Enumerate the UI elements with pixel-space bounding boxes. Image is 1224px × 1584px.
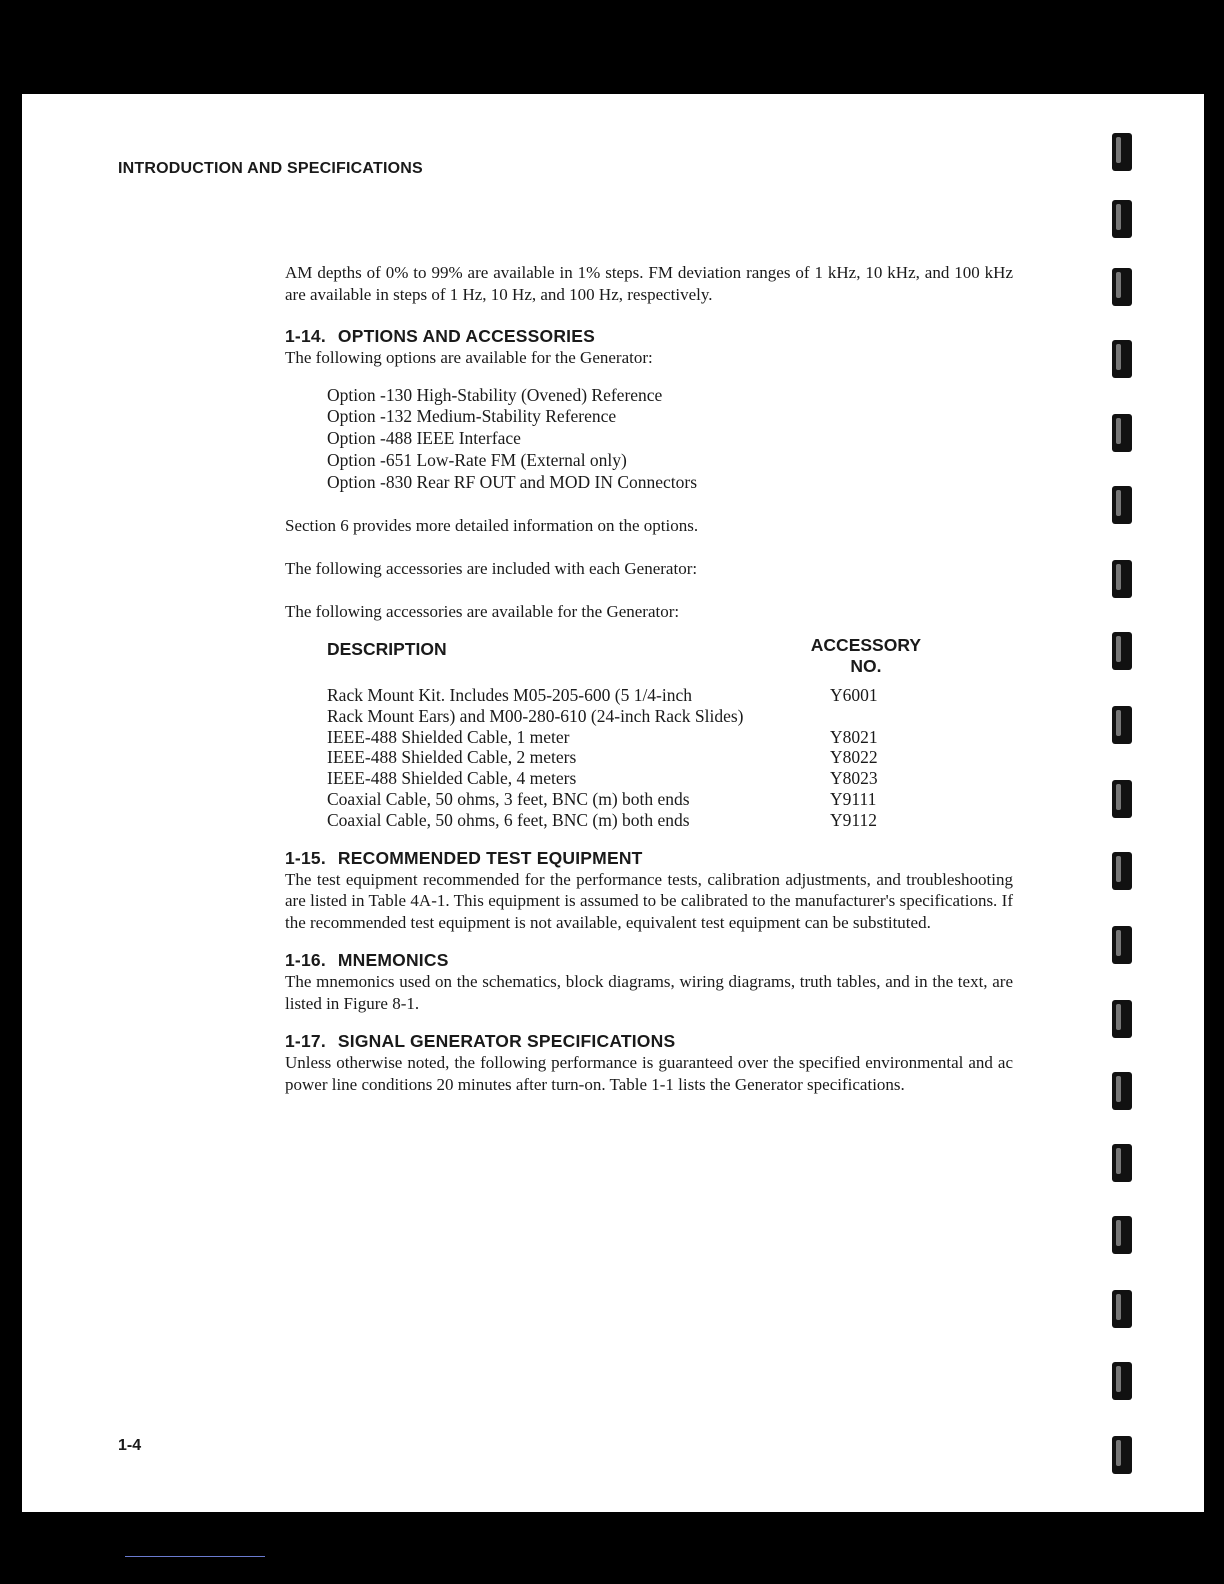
binding-hole [1112, 1072, 1132, 1110]
scan-underline [125, 1556, 265, 1557]
binding-hole [1112, 1144, 1132, 1182]
section-title: OPTIONS AND ACCESSORIES [337, 326, 595, 346]
column-header-line: NO. [850, 655, 882, 676]
options-lead: The following options are available for the Generator: [285, 348, 653, 367]
binding-hole [1112, 414, 1132, 452]
page-body [285, 262, 1013, 1095]
list-item: Option -130 High-Stability (Ovened) Reference [327, 384, 663, 405]
included-accessories-lead: The following accessories are included with each Generator: [285, 558, 698, 578]
accessory-table [327, 635, 921, 831]
section-heading-1-15 [285, 847, 1013, 869]
section-heading-1-17 [285, 1030, 1013, 1052]
table-row [327, 810, 921, 831]
available-accessories-lead: The following accessories are available for the Generator: [285, 602, 680, 622]
binding-hole [1112, 780, 1132, 818]
binding-hole [1112, 706, 1132, 744]
options-note: Section 6 provides more detailed information on the options. [285, 516, 699, 536]
table-row [327, 727, 921, 748]
row-description: Rack Mount Kit. Includes M05-205-600 (5 1/4-inch [327, 684, 693, 705]
row-number: Y9111 [830, 788, 877, 809]
section-body: The test equipment recommended for the performance tests, calibration adjustments, and troubleshooting are listed in Table 4A-1. This equipment is assumed to be calibrated to the manufacturer's specifications. If the recommended test equipment is not available, equivalent test equipment can be substituted. [285, 869, 1013, 932]
running-header: INTRODUCTION AND SPECIFICATIONS [118, 160, 423, 177]
row-description: IEEE-488 Shielded Cable, 4 meters [327, 768, 577, 789]
section-heading-1-14 [285, 325, 1013, 347]
binding-hole [1112, 852, 1132, 890]
binding-hole [1112, 632, 1132, 670]
row-number: Y8022 [830, 747, 878, 768]
list-item: Option -488 IEEE Interface [327, 428, 521, 449]
table-row [327, 706, 921, 727]
section-number: 1-17. [285, 1031, 326, 1052]
table-row [327, 768, 921, 789]
section-number: 1-16. [285, 950, 326, 971]
table-row [327, 685, 921, 706]
binding-hole [1112, 133, 1132, 171]
section-number: 1-15. [285, 847, 326, 868]
binding-hole [1112, 340, 1132, 378]
list-item: Option -830 Rear RF OUT and MOD IN Connectors [327, 471, 698, 492]
row-description: Coaxial Cable, 50 ohms, 3 feet, BNC (m) both ends [327, 788, 690, 809]
binding-hole [1112, 1216, 1132, 1254]
section-title: RECOMMENDED TEST EQUIPMENT [337, 847, 643, 868]
row-number: Y8023 [830, 768, 878, 789]
binding-hole [1112, 1000, 1132, 1038]
section-title: SIGNAL GENERATOR SPECIFICATIONS [337, 1031, 676, 1052]
column-header-description: DESCRIPTION [327, 638, 447, 659]
table-row [327, 747, 921, 768]
section-body: The mnemonics used on the schematics, block diagrams, wiring diagrams, truth tables, and in the text, are listed in Figure 8-1. [285, 972, 1013, 1013]
binding-hole [1112, 1362, 1132, 1400]
row-description: IEEE-488 Shielded Cable, 1 meter [327, 726, 570, 747]
row-description: Coaxial Cable, 50 ohms, 6 feet, BNC (m) both ends [327, 809, 690, 830]
list-item: Option -651 Low-Rate FM (External only) [327, 449, 627, 470]
options-list [327, 385, 1013, 494]
table-row [327, 789, 921, 810]
binding-hole [1112, 560, 1132, 598]
binding-hole [1112, 926, 1132, 964]
section-number: 1-14. [285, 326, 326, 346]
row-number: Y8021 [830, 726, 878, 747]
section-title: MNEMONICS [337, 950, 449, 971]
intro-paragraph: AM depths of 0% to 99% are available in 1% steps. FM deviation ranges of 1 kHz, 10 kHz, and 100 kHz are available in steps of 1 Hz, 10 Hz, and 100 Hz, respectively. [285, 263, 1013, 304]
column-header-accessory [811, 635, 921, 677]
table-header [327, 635, 921, 685]
binding-hole [1112, 268, 1132, 306]
binding-hole [1112, 1290, 1132, 1328]
binding-hole [1112, 200, 1132, 238]
binding-hole [1112, 486, 1132, 524]
list-item: Option -132 Medium-Stability Reference [327, 406, 617, 427]
page-number: 1-4 [118, 1437, 142, 1454]
row-number: Y6001 [830, 684, 878, 705]
section-heading-1-16 [285, 949, 1013, 971]
row-description: IEEE-488 Shielded Cable, 2 meters [327, 747, 577, 768]
binding-hole [1112, 1436, 1132, 1474]
row-description: Rack Mount Ears) and M00-280-610 (24-inch Rack Slides) [327, 705, 744, 726]
row-number: Y9112 [830, 809, 877, 830]
column-header-line: ACCESSORY [810, 634, 921, 655]
section-body: Unless otherwise noted, the following performance is guaranteed over the specified environmental and ac power line conditions 20 minutes after turn-on. Table 1-1 lists the Generator specifications. [285, 1053, 1013, 1094]
